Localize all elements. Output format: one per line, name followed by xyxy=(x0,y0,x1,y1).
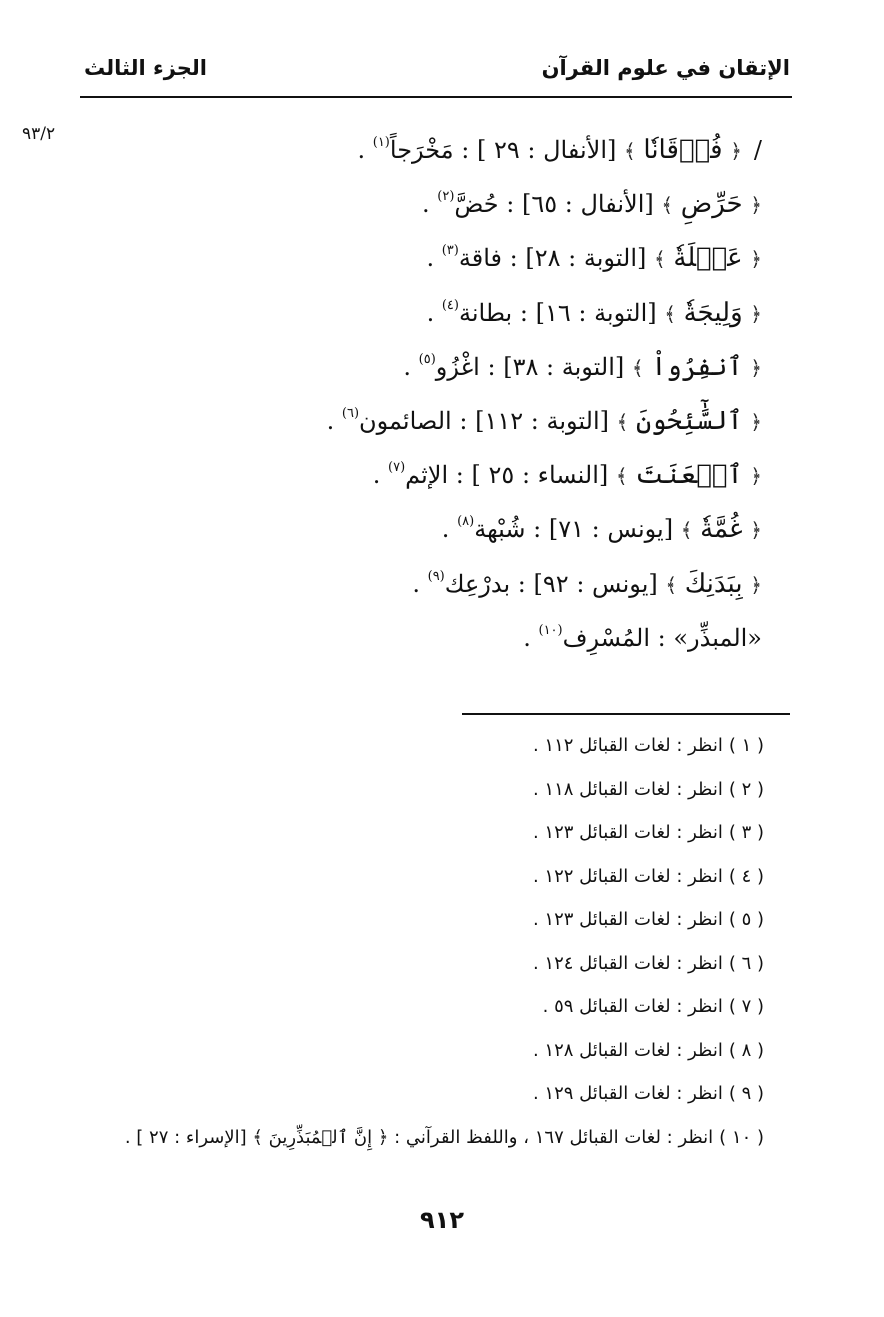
footnote-text: انظر : لغات القبائل ١٢٢ . xyxy=(532,865,723,887)
ornate-bracket-open: ﴿ xyxy=(730,139,742,163)
footnote xyxy=(84,946,764,990)
ornate-bracket-open: ﴿ xyxy=(750,409,762,434)
word-meaning: : بدرْعِك xyxy=(444,569,526,598)
glossary-entry xyxy=(142,175,762,229)
footnote-marker: (٥) xyxy=(418,351,436,367)
glossary-entry xyxy=(142,229,762,283)
running-header xyxy=(80,52,790,92)
footnote-marker: (٤) xyxy=(441,297,459,313)
footnote-number: ( ٢ ) xyxy=(728,778,764,800)
word-meaning: : الإثم xyxy=(405,461,464,490)
full-stop: . xyxy=(357,136,373,164)
footnote-number: ( ٤ ) xyxy=(728,865,764,887)
footnote xyxy=(84,1033,764,1077)
verse-reference: [التوبة : ٣٨] xyxy=(503,352,625,381)
quranic-word: فُرۡقَانٗا xyxy=(643,135,723,165)
full-stop: . xyxy=(403,352,419,381)
footnote xyxy=(84,1076,764,1120)
footnote xyxy=(84,728,764,772)
word-meaning: : فاقة xyxy=(458,244,518,273)
page-break-marker: / xyxy=(753,136,762,164)
verse-reference: [التوبة : ١٦] xyxy=(535,298,657,327)
glossary-entry xyxy=(142,446,762,500)
ornate-bracket-close: ﴾ xyxy=(654,247,666,272)
word-meaning: : مَخْرَجاً xyxy=(389,136,470,164)
full-stop: . xyxy=(412,569,428,598)
footnote-divider xyxy=(462,713,790,715)
footnote-text: انظر : لغات القبائل ١٢٨ . xyxy=(532,1039,723,1061)
footnote-number: ( ٩ ) xyxy=(728,1083,764,1104)
ornate-bracket-close: ﴾ xyxy=(615,464,628,489)
ornate-bracket-open: ﴿ xyxy=(750,301,762,326)
quranic-word: ٱلۡعَنَتَ xyxy=(635,460,743,491)
margin-page-reference: ٩٣/٢ xyxy=(22,124,56,144)
footnote-text: انظر : لغات القبائل ١١٨ . xyxy=(532,778,723,800)
full-stop: . xyxy=(421,190,438,219)
ornate-bracket-open: ﴿ xyxy=(750,572,762,597)
glossary-entry xyxy=(142,284,762,338)
quranic-word: حَرِّضِ xyxy=(680,189,743,220)
word-meaning: : بطانة xyxy=(458,298,528,327)
quranic-word: عَيۡلَةٗ xyxy=(673,243,743,274)
verse-reference: [يونس : ٧١] xyxy=(548,515,674,544)
verse-reference: [التوبة : ٢٨] xyxy=(525,244,647,273)
full-stop: . xyxy=(372,461,389,490)
volume-label: الجزء الثالث xyxy=(84,56,207,80)
glossary-entry xyxy=(142,338,762,392)
book-title: الإتقان في علوم القرآن xyxy=(541,56,790,80)
full-stop: . xyxy=(523,623,539,652)
footnote-text: انظر : لغات القبائل ١٦٧ ، واللفظ القرآني : ﴿ إِنَّ ٱلۡمُبَذِّرِينَ ﴾ [الإسراء : ٢٧ ] . xyxy=(124,1126,714,1148)
footnote-number: ( ١ ) xyxy=(728,735,764,756)
footnote-text: انظر : لغات القبائل ١٢٣ . xyxy=(532,909,723,930)
footnote-text: انظر : لغات القبائل ٥٩ . xyxy=(542,996,723,1017)
quranic-word: ٱلسَّٰٓئِحُونَ xyxy=(636,405,743,436)
full-stop: . xyxy=(426,298,442,327)
ornate-bracket-close: ﴾ xyxy=(680,518,693,543)
footnote-marker: (٧) xyxy=(388,460,406,476)
ornate-bracket-open: ﴿ xyxy=(750,247,762,272)
ornate-bracket-open: ﴿ xyxy=(750,355,762,380)
quranic-word: وَلِيجَةٗ xyxy=(683,297,743,328)
footnote xyxy=(84,859,764,903)
footnote-text: انظر : لغات القبائل ١٢٩ . xyxy=(532,1083,723,1104)
footnote-marker: (٣) xyxy=(441,243,459,259)
glossary-entry xyxy=(142,392,762,446)
full-stop: . xyxy=(441,515,458,544)
footnote-number: ( ١٠ ) xyxy=(719,1126,764,1148)
verse-reference: [الأنفال : ٦٥] xyxy=(521,190,654,219)
footnote-marker: (١٠) xyxy=(538,622,563,638)
footnotes-list xyxy=(84,728,764,1163)
verse-reference: [الأنفال : ٢٩ ] xyxy=(476,136,617,164)
ornate-bracket-close: ﴾ xyxy=(661,193,674,218)
glossary-entry xyxy=(142,555,762,609)
footnote-number: ( ٨ ) xyxy=(728,1039,764,1061)
verse-reference: [التوبة : ١١٢] xyxy=(475,406,609,435)
word-meaning: : حُضَّ xyxy=(454,190,515,219)
footnote-text: انظر : لغات القبائل ١٢٤ . xyxy=(532,952,723,974)
ornate-bracket-close: ﴾ xyxy=(664,301,676,326)
footnote-text: انظر : لغات القبائل ١١٢ . xyxy=(532,735,723,756)
quranic-word: غُمَّةٗ xyxy=(700,514,743,545)
footnote xyxy=(84,1120,764,1164)
footnote-number: ( ٣ ) xyxy=(728,822,764,843)
footnote xyxy=(84,902,764,946)
ornate-bracket-close: ﴾ xyxy=(616,409,629,434)
ornate-bracket-close: ﴾ xyxy=(631,355,644,380)
footnote-marker: (٩) xyxy=(427,568,445,584)
footnote xyxy=(84,815,764,859)
glossary-entry xyxy=(142,609,762,663)
footnote xyxy=(84,772,764,816)
word-meaning: : اغْزُو xyxy=(435,352,496,381)
footnote-marker: (٢) xyxy=(437,189,455,205)
glossary-entries xyxy=(142,121,762,663)
page-number: ٩١٢ xyxy=(420,1206,464,1234)
footnote-marker: (٦) xyxy=(341,405,360,421)
footnote-text: انظر : لغات القبائل ١٢٣ . xyxy=(532,822,723,843)
header-divider xyxy=(80,96,792,98)
word-meaning: «المبذِّر» : المُسْرِف xyxy=(562,623,762,652)
verse-reference: [النساء : ٢٥ ] xyxy=(471,461,609,490)
footnote-number: ( ٧ ) xyxy=(728,996,764,1017)
verse-reference: [يونس : ٩٢] xyxy=(533,569,658,598)
ornate-bracket-close: ﴾ xyxy=(665,572,678,597)
quranic-word: بِبَدَنِكَ xyxy=(684,568,743,599)
footnote-number: ( ٦ ) xyxy=(728,952,764,974)
word-meaning: : الصائمون xyxy=(359,406,468,435)
word-meaning: : شُبْهة xyxy=(474,515,542,544)
full-stop: . xyxy=(426,244,442,273)
ornate-bracket-open: ﴿ xyxy=(750,518,762,543)
quranic-word: ٱنفِرُواْ xyxy=(651,351,743,382)
footnote-marker: (١) xyxy=(372,135,390,150)
glossary-entry xyxy=(142,121,762,175)
ornate-bracket-open: ﴿ xyxy=(750,464,762,489)
ornate-bracket-close: ﴾ xyxy=(624,139,636,163)
footnote-marker: (٨) xyxy=(457,514,475,530)
footnote-number: ( ٥ ) xyxy=(728,909,764,930)
footnote xyxy=(84,989,764,1033)
ornate-bracket-open: ﴿ xyxy=(750,193,762,218)
glossary-entry xyxy=(142,500,762,554)
full-stop: . xyxy=(326,406,342,435)
